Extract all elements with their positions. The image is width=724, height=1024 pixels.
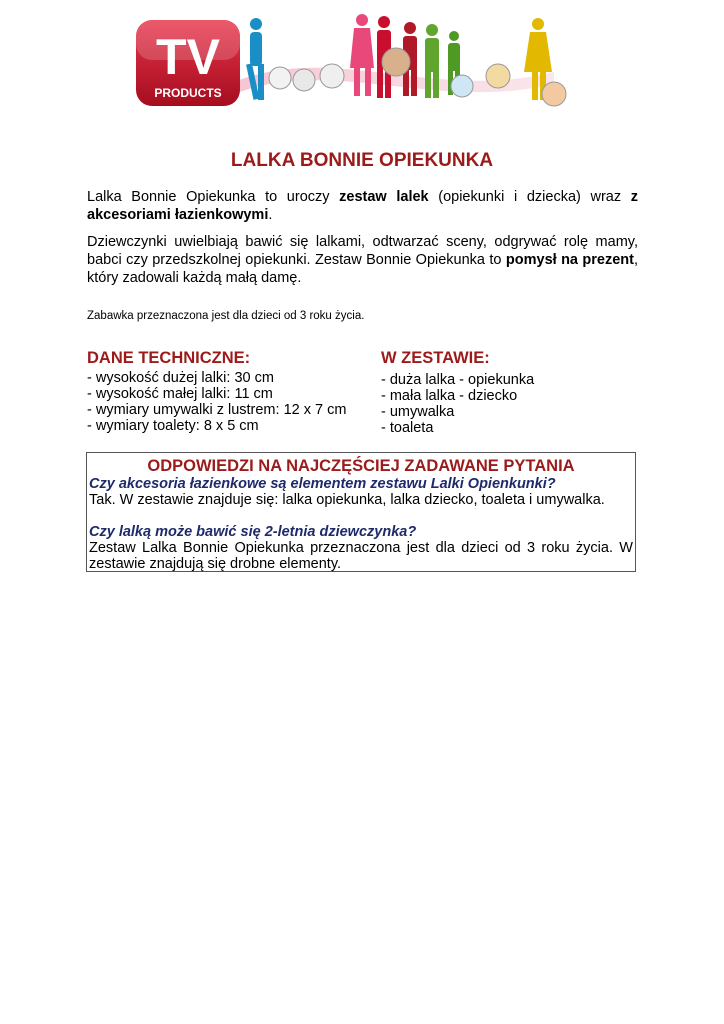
age-note: Zabawka przeznaczona jest dla dzieci od 3 roku życia. (87, 310, 365, 322)
intro-paragraph-1: Lalka Bonnie Opiekunka to uroczy zestaw lalek (opiekunki i dziecka) wraz z akcesoriami łazienkowymi. (87, 189, 638, 223)
specs-item: - wysokość małej lalki: 11 cm (87, 386, 273, 402)
logo-main-text: TV (156, 29, 220, 85)
intro-paragraph-2: Dziewczynki uwielbiają bawić się lalkami, odtwarzać sceny, odgrywać rolę mamy, babci czy przedszkolnej opiekunki. Zestaw Bonnie Opiekunka to pomysł na prezent, który zadowali każdą małą damę. (87, 234, 638, 286)
page-title: LALKA BONNIE OPIEKUNKA (230, 150, 494, 171)
logo-sub-text: PRODUCTS (154, 86, 222, 100)
tv-products-banner (134, 12, 574, 110)
contents-item: - toaleta (381, 420, 434, 436)
faq-answer: Tak. W zestawie znajduje się: lalka opiekunka, lalka dziecko, toaleta i umywalka. (89, 492, 605, 508)
tv-products-logo (136, 20, 240, 106)
faq-heading: ODPOWIEDZI NA NAJCZĘŚCIEJ ZADAWANE PYTANIA (147, 457, 575, 475)
faq-question: Czy akcesoria łazienkowe są elementem zestawu Lalki Opienkunki? (89, 476, 556, 492)
specs-item: - wysokość dużej lalki: 30 cm (87, 370, 274, 386)
faq-answer: Zestaw Lalka Bonnie Opiekunka przeznaczona jest dla dzieci od 3 roku życia. W zestawie znajdują się drobne elementy. (89, 540, 633, 572)
contents-item: - duża lalka - opiekunka (381, 372, 535, 388)
contents-item: - umywalka (381, 404, 455, 420)
specs-heading: DANE TECHNICZNE: (87, 349, 251, 367)
faq-box (86, 452, 636, 572)
specs-item: - wymiary umywalki z lustrem: 12 x 7 cm (87, 402, 347, 418)
specs-list (87, 370, 346, 434)
contents-list (381, 372, 534, 436)
faq-question: Czy lalką może bawić się 2-letnia dziewczynka? (89, 524, 417, 540)
specs-item: - wymiary toalety: 8 x 5 cm (87, 418, 259, 434)
contents-heading: W ZESTAWIE: (381, 349, 490, 367)
contents-item: - mała lalka - dziecko (381, 388, 518, 404)
